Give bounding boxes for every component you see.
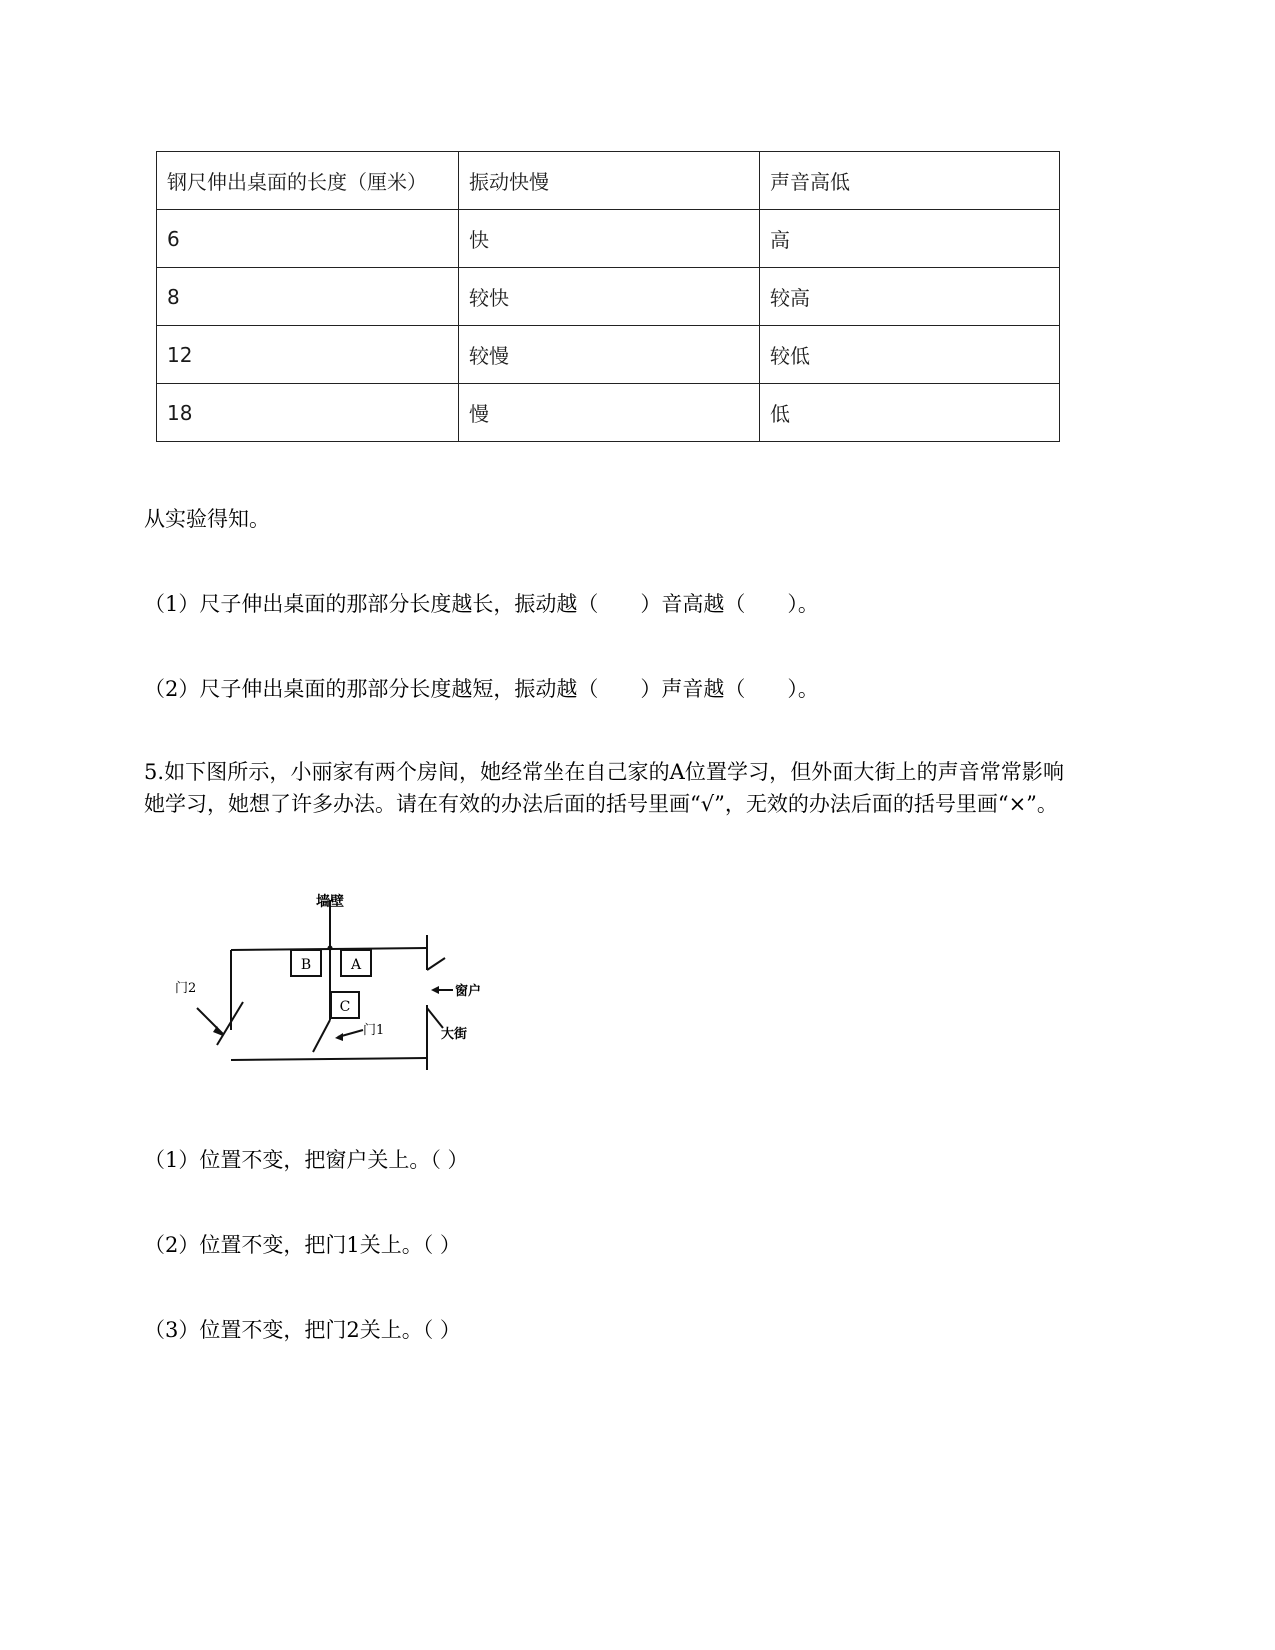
conclusion-item-2: （2）尺子伸出桌面的那部分长度越短，振动越（ ）声音越（ ）。 [144, 677, 819, 701]
door1-leaf [313, 1020, 330, 1052]
table-header-row [157, 152, 1060, 210]
street-label: 大街 [441, 1027, 468, 1042]
position-c-label: C [339, 999, 351, 1015]
table-row [157, 326, 1060, 384]
table-row [157, 210, 1060, 268]
room-diagram [165, 880, 505, 1080]
bottom-wall [231, 1058, 427, 1060]
cell-vibration: 慢 [459, 384, 760, 442]
conclusion-item-1: （1）尺子伸出桌面的那部分长度越长，振动越（ ）音高越（ ）。 [144, 592, 819, 616]
cell-length: 12 [157, 326, 459, 384]
window-leaf-top [427, 958, 445, 970]
door1-arrowhead [335, 1033, 343, 1041]
header-length: 钢尺伸出桌面的长度（厘米） [157, 152, 459, 210]
junction-dot [328, 946, 333, 951]
experiment-table [156, 151, 1060, 442]
option-1: （1）位置不变，把窗户关上。（ ） [144, 1148, 469, 1172]
cell-vibration: 较快 [459, 268, 760, 326]
position-b-label: B [300, 957, 312, 973]
cell-length: 8 [157, 268, 459, 326]
window-leaf-bottom [427, 1008, 443, 1028]
wall-label: 墙壁 [316, 894, 344, 910]
door2-label: 门2 [175, 981, 197, 996]
cell-pitch: 低 [760, 384, 1060, 442]
cell-vibration: 较慢 [459, 326, 760, 384]
option-2: （2）位置不变，把门1关上。（ ） [144, 1233, 461, 1257]
position-a-label: A [350, 957, 362, 973]
cell-vibration: 快 [459, 210, 760, 268]
window-label: 窗户 [455, 984, 482, 999]
cell-pitch: 高 [760, 210, 1060, 268]
conclusion-intro: 从实验得知。 [144, 507, 270, 531]
question-5-text: 5.如下图所示，小丽家有两个房间，她经常坐在自己家的A位置学习，但外面大街上的声音常常影响她学习，她想了许多办法。请在有效的办法后面的括号里画“√”，无效的办法后面的括号里画“×”。 [144, 760, 1064, 816]
cell-pitch: 较高 [760, 268, 1060, 326]
door1-label: 门1 [363, 1023, 385, 1038]
option-3: （3）位置不变，把门2关上。（ ） [144, 1318, 461, 1342]
cell-length: 6 [157, 210, 459, 268]
door2-arrowhead [213, 1026, 223, 1036]
table-row [157, 268, 1060, 326]
header-pitch: 声音高低 [760, 152, 1060, 210]
window-arrowhead [431, 986, 439, 994]
cell-pitch: 较低 [760, 326, 1060, 384]
cell-length: 18 [157, 384, 459, 442]
table-row [157, 384, 1060, 442]
header-vibration: 振动快慢 [459, 152, 760, 210]
